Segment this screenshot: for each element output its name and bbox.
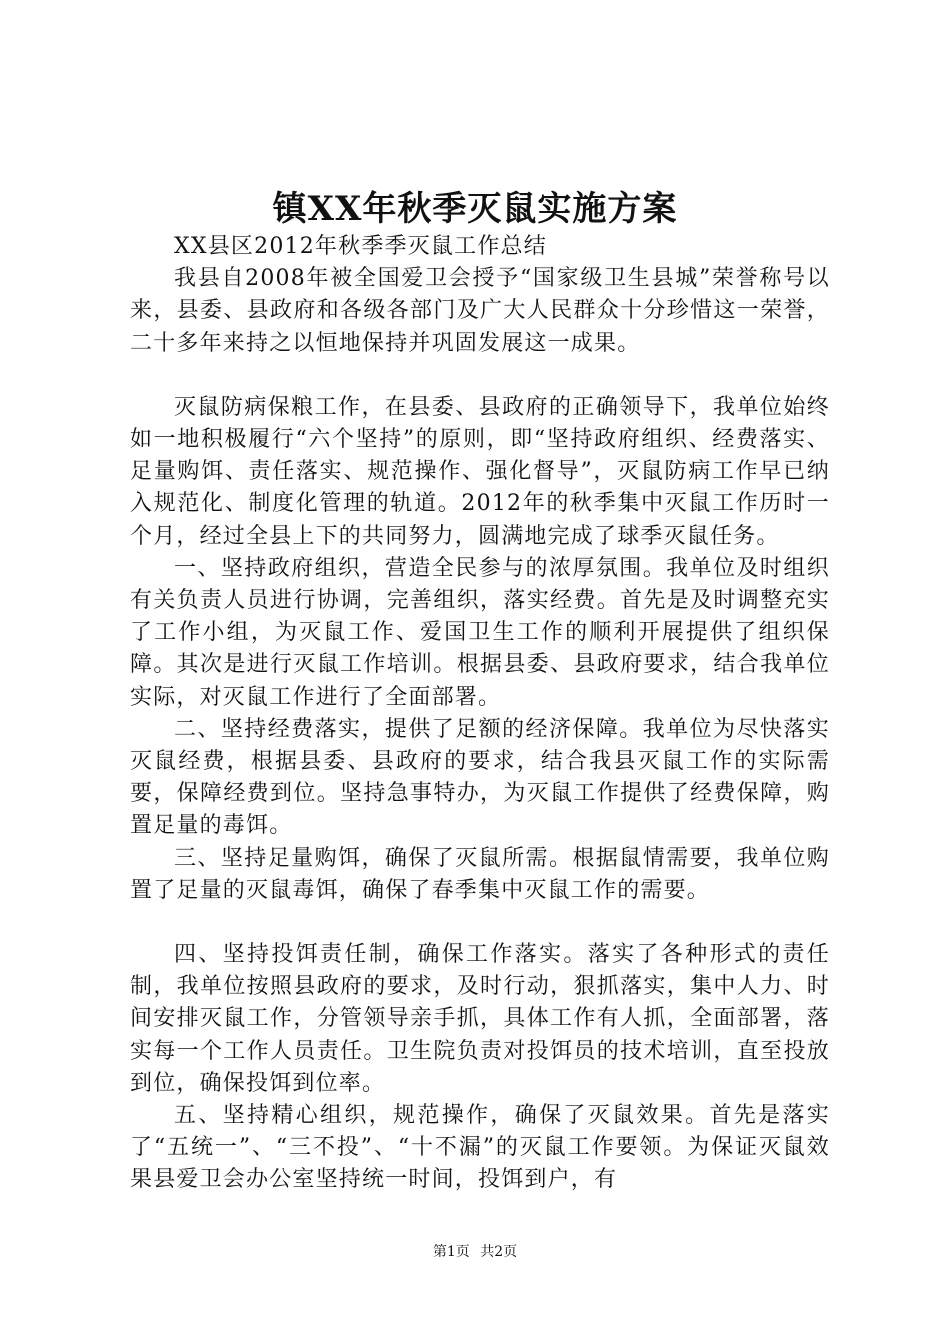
- document-title: 镇XX年秋季灭鼠实施方案: [272, 189, 678, 229]
- page-number: 第1页: [432, 1244, 470, 1260]
- paragraph-spacer: [130, 360, 830, 392]
- paragraph-point-4: 四、坚持投饵责任制，确保工作落实。落实了各种形式的责任制，我单位按照县政府的要求，及时行动，狠抓落实，集中人力、时间安排灭鼠工作，分管领导亲手抓，具体工作有人抓，全面部署，落实每一个工作人员责任。卫生院负责对投饵员的技术培训，直至投放到位，确保投饵到位率。: [130, 942, 830, 1096]
- paragraph-intro: 我县自2008年被全国爱卫会授予“国家级卫生县城”荣誉称号以来，县委、县政府和各级各部门及广大人民群众十分珍惜这一荣誉，二十多年来持之以恒地保持并巩固发展这一成果。: [130, 266, 830, 356]
- page-total: 共2页: [480, 1244, 518, 1260]
- paragraph-principles: 灭鼠防病保粮工作，在县委、县政府的正确领导下，我单位始终如一地积极履行“六个坚持”的原则，即“坚持政府组织、经费落实、足量购饵、责任落实、规范操作、强化督导”，灭鼠防病工作早已纳入规范化、制度化管理的轨道。2012年的秋季集中灭鼠工作历时一个月，经过全县上下的共同努力，圆满地完成了球季灭鼠任务。: [130, 394, 830, 549]
- paragraph-point-5: 五、坚持精心组织，规范操作，确保了灭鼠效果。首先是落实了“五统一”、“三不投”、“十不漏”的灭鼠工作要领。为保证灭鼠效果县爱卫会办公室坚持统一时间，投饵到户，有: [130, 1103, 830, 1193]
- page-footer: [0, 1242, 950, 1262]
- document-subtitle: XX县区2012年秋季季灭鼠工作总结: [174, 234, 547, 259]
- paragraph-point-3: 三、坚持足量购饵，确保了灭鼠所需。根据鼠情需要，我单位购置了足量的灭鼠毒饵，确保了春季集中灭鼠工作的需要。: [130, 845, 830, 903]
- paragraph-point-1: 一、坚持政府组织，营造全民参与的浓厚氛围。我单位及时组织有关负责人员进行协调，完善组织，落实经费。首先是及时调整充实了工作小组，为灭鼠工作、爱国卫生工作的顺利开展提供了组织保障。其次是进行灭鼠工作培训。根据县委、县政府要求，结合我单位实际，对灭鼠工作进行了全面部署。: [130, 555, 830, 710]
- paragraph-spacer: [130, 907, 830, 939]
- paragraph-point-2: 二、坚持经费落实，提供了足额的经济保障。我单位为尽快落实灭鼠经费，根据县委、县政府的要求，结合我县灭鼠工作的实际需要，保障经费到位。坚持急事特办，为灭鼠工作提供了经费保障，购置足量的毒饵。: [130, 716, 830, 839]
- document-body: [130, 231, 830, 1197]
